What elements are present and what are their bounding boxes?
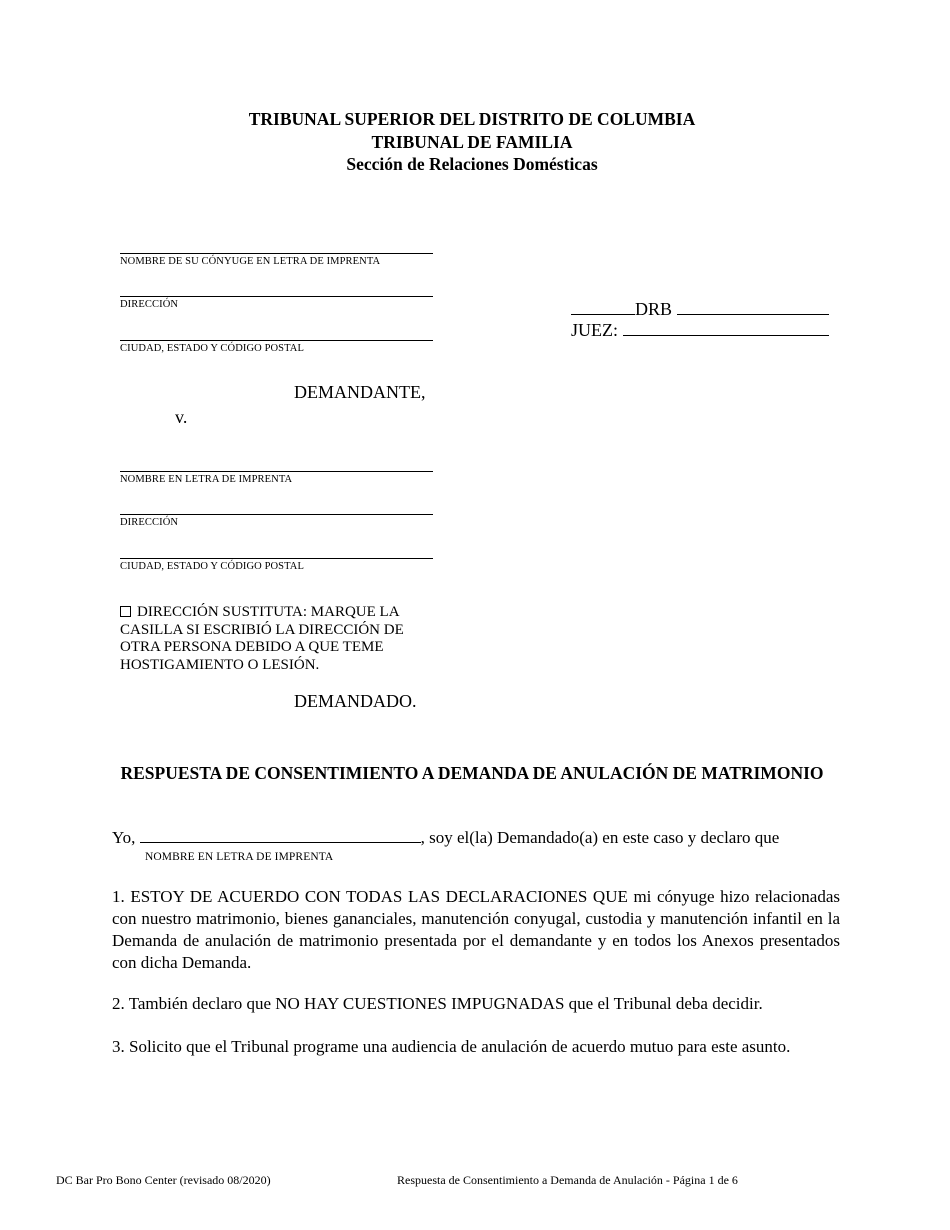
- declarant-name-label: NOMBRE EN LETRA DE IMPRENTA: [145, 851, 334, 863]
- court-name: TRIBUNAL SUPERIOR DEL DISTRITO DE COLUMBIA: [248, 109, 696, 129]
- declaration-prefix: Yo,: [112, 828, 136, 847]
- declaration-line: [112, 826, 779, 848]
- defendant-role: DEMANDADO.: [294, 691, 417, 711]
- substitute-address-notice: [120, 604, 420, 674]
- judge-label: JUEZ:: [571, 320, 618, 340]
- case-number-field[interactable]: [677, 298, 829, 315]
- declaration-suffix: , soy el(la) Demandado(a) en este caso y declaro que: [420, 828, 780, 847]
- case-number-prefix-field[interactable]: [571, 298, 635, 315]
- substitute-address-checkbox[interactable]: [120, 606, 131, 617]
- paragraph-1: 1. ESTOY DE ACUERDO CON TODAS LAS DECLARACIONES QUE mi cónyuge hizo relacionadas con nuestro matrimonio, bienes gananciales, manutención conyugal, custodia y manutención infantil en la Demanda de anulación de matrimonio presentada por el demandante y en todos los Anexos presentados con dicha Demanda.: [112, 887, 840, 972]
- document-title: RESPUESTA DE CONSENTIMIENTO A DEMANDA DE ANULACIÓN DE MATRIMONIO: [120, 763, 824, 783]
- footer-page-info: Respuesta de Consentimiento a Demanda de Anulación - Página 1 de 6: [397, 1173, 738, 1187]
- court-division: TRIBUNAL DE FAMILIA: [371, 132, 573, 152]
- plaintiff-city-label: CIUDAD, ESTADO Y CÓDIGO POSTAL: [120, 343, 304, 354]
- paragraph-3: 3. Solicito que el Tribunal programe una audiencia de anulación de acuerdo mutuo para este asunto.: [112, 1037, 791, 1056]
- footer-organization: DC Bar Pro Bono Center (revisado 08/2020): [56, 1173, 271, 1187]
- defendant-name-field[interactable]: [120, 471, 433, 472]
- defendant-name-label: NOMBRE EN LETRA DE IMPRENTA: [120, 474, 293, 485]
- plaintiff-address-label: DIRECCIÓN: [120, 299, 179, 310]
- plaintiff-address-field[interactable]: [120, 296, 433, 297]
- defendant-city-label: CIUDAD, ESTADO Y CÓDIGO POSTAL: [120, 561, 304, 572]
- case-number-row: [571, 298, 829, 320]
- judge-field[interactable]: [623, 319, 829, 336]
- plaintiff-name-label: NOMBRE DE SU CÓNYUGE EN LETRA DE IMPRENTA: [120, 256, 381, 267]
- declarant-name-field[interactable]: [140, 826, 421, 843]
- plaintiff-city-field[interactable]: [120, 340, 433, 341]
- drb-label: DRB: [635, 299, 673, 319]
- paragraph-2: 2. También declaro que NO HAY CUESTIONES IMPUGNADAS que el Tribunal deba decidir.: [112, 994, 763, 1013]
- plaintiff-name-field[interactable]: [120, 253, 433, 254]
- plaintiff-role: DEMANDANTE,: [294, 382, 426, 402]
- defendant-city-field[interactable]: [120, 558, 433, 559]
- substitute-address-text: DIRECCIÓN SUSTITUTA: MARQUE LA CASILLA SI ESCRIBIÓ LA DIRECCIÓN DE OTRA PERSONA DEBIDO A QUE TEME HOSTIGAMIENTO O LESIÓN.: [120, 604, 404, 673]
- defendant-address-field[interactable]: [120, 514, 433, 515]
- court-section: Sección de Relaciones Domésticas: [346, 154, 598, 174]
- versus: v.: [175, 407, 188, 427]
- judge-row: [571, 319, 829, 341]
- defendant-address-label: DIRECCIÓN: [120, 517, 179, 528]
